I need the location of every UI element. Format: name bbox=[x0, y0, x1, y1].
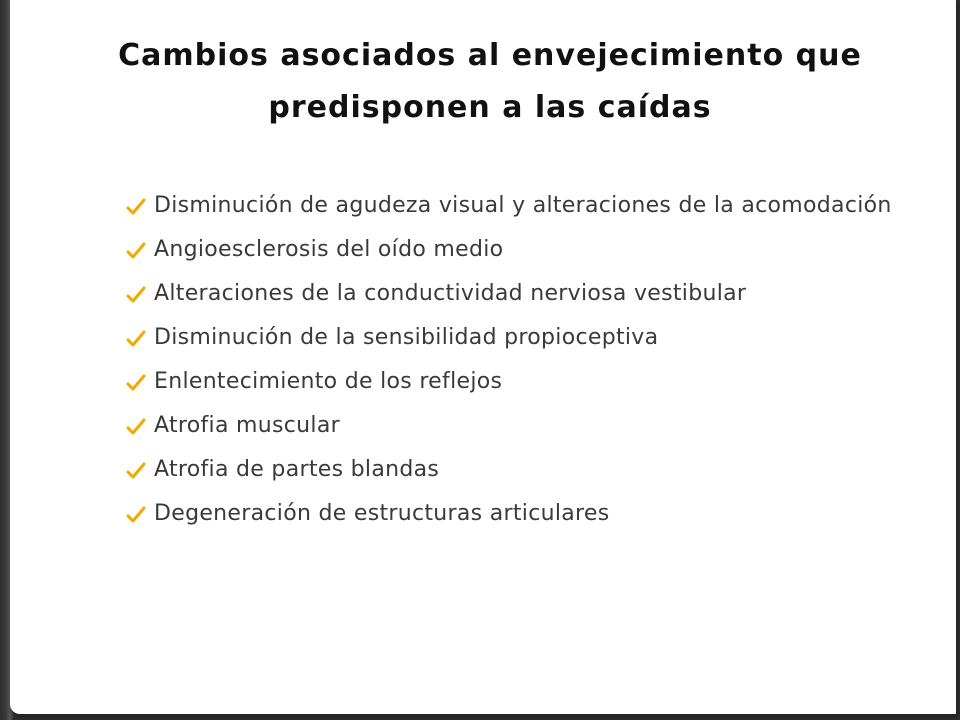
list-item bbox=[126, 498, 916, 530]
checkmark-icon bbox=[126, 286, 146, 304]
list-item-text: Alteraciones de la conductividad nerviosa vestibular bbox=[154, 281, 747, 306]
list-item bbox=[126, 454, 916, 486]
list-item-text: Degeneración de estructuras articulares bbox=[154, 501, 610, 526]
checkmark-icon bbox=[126, 198, 146, 216]
slide-title: Cambios asociados al envejecimiento que predisponen a las caídas bbox=[118, 38, 862, 125]
list-item bbox=[126, 278, 916, 310]
list-item-text: Atrofia muscular bbox=[154, 413, 340, 438]
checkmark-icon bbox=[126, 330, 146, 348]
checkmark-icon bbox=[126, 506, 146, 524]
list-item bbox=[126, 234, 916, 266]
list-item bbox=[126, 322, 916, 354]
list-item-text: Disminución de agudeza visual y alteraciones de la acomodación bbox=[154, 193, 892, 218]
list-item bbox=[126, 366, 916, 398]
list-item bbox=[126, 410, 916, 442]
slide-paper bbox=[10, 0, 956, 714]
list-item bbox=[126, 190, 916, 222]
checkmark-icon bbox=[126, 462, 146, 480]
checkmark-icon bbox=[126, 242, 146, 260]
checkmark-icon bbox=[126, 418, 146, 436]
checkmark-icon bbox=[126, 374, 146, 392]
list-item-text: Disminución de la sensibilidad propioceptiva bbox=[154, 325, 659, 350]
list-item-text: Enlentecimiento de los reflejos bbox=[154, 369, 503, 394]
list-item-text: Atrofia de partes blandas bbox=[154, 457, 440, 482]
list-item-text: Angioesclerosis del oído medio bbox=[154, 237, 504, 262]
bullet-list bbox=[126, 190, 916, 542]
